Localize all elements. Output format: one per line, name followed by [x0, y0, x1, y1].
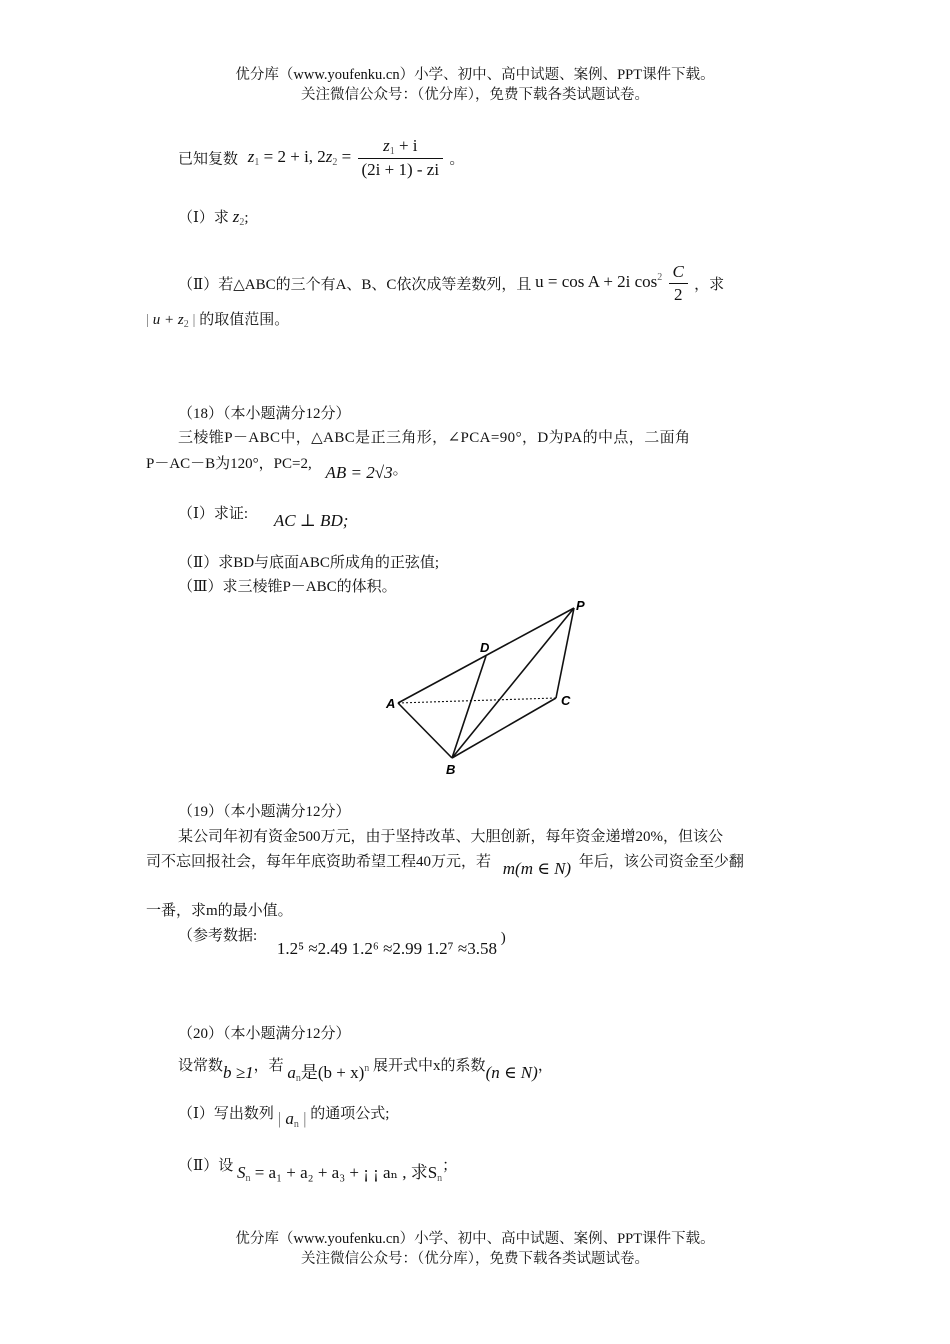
edge-pb [452, 608, 574, 758]
q17-c-num: C [669, 262, 688, 284]
q19-ref-data: 1.2⁵ ≈2.49 1.2⁶ ≈2.99 1.2⁷ ≈3.58 [276, 939, 497, 958]
q20-an-rest: 是(b + x) [300, 1063, 365, 1082]
label-b: B [446, 762, 456, 777]
q19-line2-b: 年后，该公司资金至少翻 [578, 854, 744, 870]
q17-frac-num: z [383, 136, 390, 155]
q17-period: 。 [449, 151, 465, 168]
edge-pc [556, 608, 574, 698]
q19-line3: 一番，求m的最小值。 [146, 903, 293, 919]
q17-abs-expr: u + z [152, 312, 184, 328]
q19-ref [178, 924, 506, 958]
q20-line1: 设常数b ≥1，若 $a_n$是$(b + x)^n$ 展开式中x的系数(n ∈ N)， [178, 1058, 553, 1084]
q19-line2 [146, 850, 744, 878]
label-d: D [480, 640, 490, 655]
q20-part2-formula: = a₁ + a₂ + a₃ + ¡ ¡ aₙ , 求S [254, 1163, 438, 1182]
q20-part1-b: 的通项公式; [310, 1106, 390, 1122]
q17-c-over-2 [669, 262, 688, 305]
q18-part3: （Ⅲ）求三棱锥P－ABC的体积。 [178, 579, 397, 595]
q18-part1-formula: AC ⊥ BD; [273, 511, 349, 530]
q20-line1-b: ，若 [253, 1058, 284, 1074]
q20-line1-c: 展开式中x的系数 [373, 1058, 486, 1074]
q17-intro [178, 136, 464, 180]
q17-part2-formula: u = cos A + 2i cos [535, 272, 658, 292]
q18-heading: （18）（本小题满分12分） [178, 406, 351, 422]
q17-part1-label: （Ⅰ）求 [178, 210, 229, 226]
q17-fraction: $\frac{z_1 + i}{(2i + 1) - zi}$ [358, 136, 444, 180]
label-c: C [561, 693, 571, 708]
q19-ref-label: （参考数据: [178, 928, 258, 944]
label-a: A [386, 696, 396, 711]
q19-heading: （19）（本小题满分12分） [178, 804, 351, 820]
q17-frac-num-rest: + i [394, 136, 418, 155]
q17-part1: （Ⅰ）求 $z_2$; [178, 207, 249, 228]
q19-line2-a: 司不忘回报社会，每年年底资助希望工程40万元，若 [146, 854, 492, 870]
footer-line-1: 优分库（www.youfenku.cn）小学、初中、高中试题、案例、PPT课件下载。 [235, 1231, 715, 1247]
q17-z1-eq: = 2 + i, 2 [263, 146, 326, 166]
q17-part2-end: ，求 [694, 277, 725, 293]
q18-ab-end: 。 [392, 462, 408, 478]
q19-m-formula: m(m ∈ N) [502, 859, 572, 878]
q18-line2-text: P－AC－B为120°，PC=2, [146, 456, 312, 472]
header-line-2: 关注微信公众号：（优分库），免费下载各类试题试卷。 [301, 87, 649, 103]
q20-part1: （Ⅰ）写出数列 | $a_n$ | 的通项公式; [178, 1106, 390, 1130]
q19-ref-end: ) [500, 930, 506, 946]
edge-ab [398, 703, 452, 758]
q20-line1-end: ， [537, 1058, 553, 1074]
edge-bc [452, 698, 556, 758]
header-line-1: 优分库（www.youfenku.cn）小学、初中、高中试题、案例、PPT课件下载。 [235, 67, 715, 83]
q17-c-den: 2 [673, 285, 683, 304]
q17-frac-den: (2i + 1) - zi [361, 160, 440, 179]
q18-line1: 三棱锥P－ABC中，△ABC是正三角形，∠PCA=90°，D为PA的中点，二面角 [178, 430, 691, 446]
q18-line2 [146, 452, 408, 482]
label-p: P [576, 598, 585, 613]
edge-ap [398, 608, 574, 703]
q18-part1-text: （Ⅰ）求证: [178, 506, 249, 522]
q17-intro-text: 已知复数 [178, 151, 239, 168]
q20-part2-end: ； [442, 1158, 458, 1174]
q18-part1 [178, 502, 349, 530]
q17-part2-line2-text: 的取值范围。 [199, 312, 290, 328]
q18-ab-formula: AB = 2√3 [325, 463, 393, 482]
q17-z-formula: $z_1 = 2 + i$, $2z_2$ = $\frac{z_1 + i}{(2i + 1) - zi}$ [248, 147, 450, 166]
q20-line1-a: 设常数 [178, 1058, 224, 1074]
q17-part2-text: （Ⅱ）若△ABC的三个有A、B、C依次成等差数列，且 [178, 277, 532, 293]
q20-part2: （Ⅱ）设 $S_n = a_1 + a_2 + a_3$ + ¡ ¡ aₙ , 求$S_n$； [178, 1158, 458, 1184]
q20-n-cond: (n ∈ N) [485, 1063, 538, 1082]
q17-part2: （Ⅱ）若△ABC的三个有A、B、C依次成等差数列，且 u = cos A + 2i $\cos^2$ $\frac{C}{2}$ ，求 [178, 262, 725, 304]
pyramid-figure [380, 596, 600, 780]
footer-line-2: 关注微信公众号：（优分库），免费下载各类试题试卷。 [301, 1251, 649, 1267]
edge-ac-hidden [398, 698, 556, 703]
q17-part1-end: ; [244, 210, 249, 226]
q20-b-cond: b ≥1 [223, 1063, 254, 1082]
q18-part2: （Ⅱ）求BD与底面ABC所成角的正弦值; [178, 555, 440, 571]
q17-part2-line2: | $u + z_2$ | 的取值范围。 [146, 312, 290, 330]
q20-part2-a: （Ⅱ）设 [178, 1158, 234, 1174]
q20-an: a [287, 1063, 296, 1082]
q19-line1: 某公司年初有资金500万元，由于坚持改革、大胆创新，每年资金递增20%，但该公 [178, 829, 723, 845]
q20-heading: （20）（本小题满分12分） [178, 1026, 351, 1042]
q20-part1-a: （Ⅰ）写出数列 [178, 1106, 274, 1122]
